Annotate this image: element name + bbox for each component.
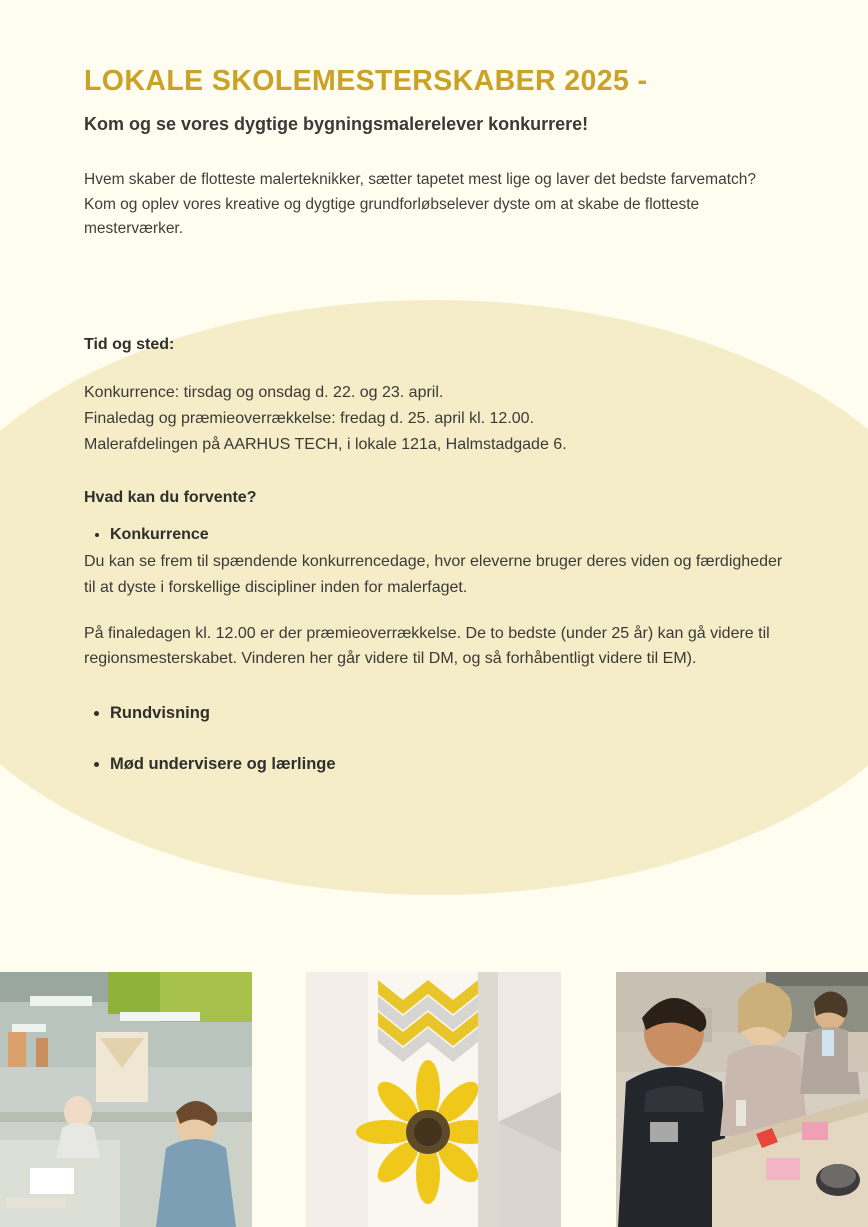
photo-students-mixing-paint xyxy=(616,972,868,1227)
konkurrence-paragraph-1: Du kan se frem til spændende konkurrencedage, hvor eleverne bruger deres viden og færdigheder til at dyste i forskellige discipliner inden for malerfaget. xyxy=(84,552,783,596)
tid-og-sted-line: Malerafdelingen på AARHUS TECH, i lokale 121a, Halmstadgade 6. xyxy=(84,436,567,454)
intro-paragraph: Hvem skaber de flotteste malerteknikker, sætter tapetet mest lige og laver det bedste farvematch? Kom og oplev vores kreative og dygtige grundforløbselever dyste om at skabe de flotteste mesterværker. xyxy=(84,171,756,237)
konkurrence-paragraph-2: På finaledagen kl. 12.00 er der præmieoverrækkelse. De to bedste (under 25 år) kan gå videre til regionsmesterskabet. Vinderen her går videre til DM, og så forhåbentligt videre til EM). xyxy=(84,624,770,668)
list-item-konkurrence: • Konkurrence xyxy=(110,523,784,547)
photo-strip xyxy=(0,972,868,1227)
page-subtitle: Kom og se vores dygtige bygningsmalerelever konkurrere! xyxy=(84,114,589,135)
list-item-rundvisning: • Rundvisning xyxy=(110,704,784,723)
page-title: LOKALE SKOLEMESTERSKABER 2025 - xyxy=(84,65,648,97)
photo-sunflower-wall-painting xyxy=(306,972,561,1227)
rundvisning-bullet-list xyxy=(84,704,784,723)
photo-students-mixing-paint-image xyxy=(616,972,868,1227)
list-item-moed-undervisere: • Mød undervisere og lærlinge xyxy=(110,755,784,774)
photo-workshop-students-image xyxy=(0,972,252,1227)
photo-sunflower-wall-image xyxy=(306,972,561,1227)
moed-undervisere-bullet-list xyxy=(84,755,784,774)
tid-og-sted-heading: Tid og sted: xyxy=(84,335,175,353)
hvad-kan-du-forvente-heading: Hvad kan du forvente? xyxy=(84,488,257,506)
tid-og-sted-line: Konkurrence: tirsdag og onsdag d. 22. og 23. april. xyxy=(84,383,444,401)
tid-og-sted-line: Finaledag og præmieoverrækkelse: fredag d. 25. april kl. 12.00. xyxy=(84,409,535,427)
konkurrence-bullet-list xyxy=(84,523,784,547)
tid-og-sted-lines xyxy=(84,380,784,459)
photo-workshop-students xyxy=(0,972,252,1227)
tid-og-sted-section xyxy=(84,336,784,459)
